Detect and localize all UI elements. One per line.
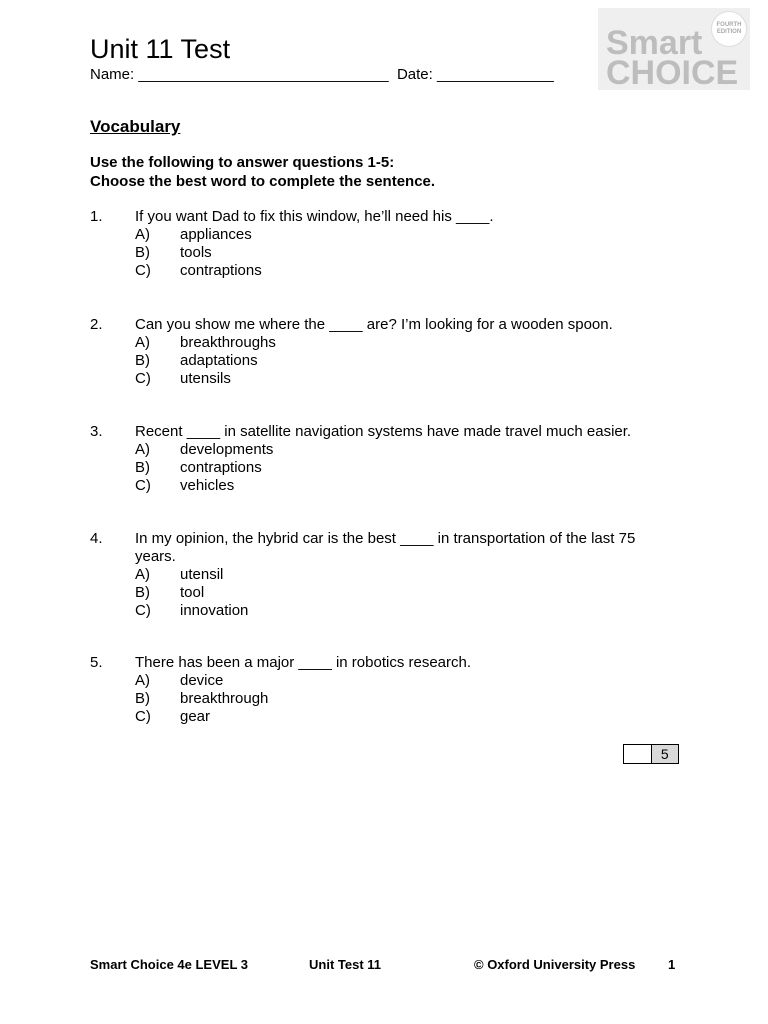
option-text: developments — [180, 441, 274, 458]
option-letter: B) — [135, 690, 150, 707]
answer-option — [135, 584, 650, 602]
option-text: utensils — [180, 370, 231, 387]
option-letter: C) — [135, 370, 151, 387]
question-number: 5. — [90, 654, 103, 671]
question-number: 1. — [90, 208, 103, 225]
option-text: gear — [180, 708, 211, 725]
option-letter: B) — [135, 244, 150, 261]
logo-word-choice: CHOICE — [606, 54, 739, 92]
answer-option — [135, 370, 650, 388]
option-letter: A) — [135, 334, 150, 351]
option-text: contraptions — [180, 262, 262, 279]
option-text: adaptations — [180, 352, 258, 369]
option-letter: B) — [135, 584, 150, 601]
option-letter: A) — [135, 226, 150, 243]
answer-option — [135, 672, 650, 690]
footer-unit: Unit Test 11 — [309, 957, 382, 972]
option-text: tools — [180, 244, 212, 261]
question-number: 2. — [90, 316, 103, 333]
option-letter: A) — [135, 441, 150, 458]
question-stem: In my opinion, the hybrid car is the best ____ in transportation of the last 75 years. — [135, 530, 636, 565]
question-3 — [90, 423, 650, 495]
answer-option — [135, 477, 650, 495]
option-text: breakthroughs — [180, 334, 276, 351]
option-text: utensil — [180, 566, 224, 583]
question-stem: There has been a major ____ in robotics research. — [135, 654, 472, 671]
question-4 — [90, 530, 650, 620]
question-stem: Can you show me where the ____ are? I’m looking for a wooden spoon. — [135, 316, 613, 333]
logo-word-smart: Smart — [606, 24, 703, 62]
answer-option — [135, 441, 650, 459]
option-letter: C) — [135, 477, 151, 494]
option-letter: C) — [135, 262, 151, 279]
score-blank — [624, 745, 652, 763]
footer-page-number: 1 — [668, 957, 676, 972]
score-total: 5 — [652, 745, 679, 763]
option-letter: A) — [135, 566, 150, 583]
answer-option — [135, 226, 650, 244]
answer-option — [135, 690, 650, 708]
answer-option — [135, 459, 650, 477]
smart-choice-logo — [598, 8, 750, 90]
question-number: 4. — [90, 530, 103, 547]
question-stem: Recent ____ in satellite navigation systems have made travel much easier. — [135, 423, 632, 440]
footer-copyright: © Oxford University Press — [474, 957, 636, 972]
option-text: tool — [180, 584, 205, 601]
answer-option — [135, 602, 650, 620]
answer-option — [135, 708, 650, 726]
answer-option — [135, 244, 650, 262]
option-text: vehicles — [180, 477, 235, 494]
answer-option — [135, 352, 650, 370]
edition-badge: FOURTH EDITION — [711, 11, 747, 47]
question-1 — [90, 208, 650, 280]
instruction-line-2: Choose the best word to complete the sentence. — [90, 173, 436, 190]
option-text: breakthrough — [180, 690, 269, 707]
score-box — [623, 744, 679, 764]
question-stem: If you want Dad to fix this window, he’ll need his ____. — [135, 208, 494, 225]
option-text: contraptions — [180, 459, 262, 476]
question-5 — [90, 654, 650, 726]
instruction-line-1: Use the following to answer questions 1-5: — [90, 154, 395, 171]
answer-option — [135, 262, 650, 280]
footer-level: Smart Choice 4e LEVEL 3 — [90, 957, 248, 972]
option-letter: A) — [135, 672, 150, 689]
option-text: device — [180, 672, 224, 689]
option-letter: B) — [135, 352, 150, 369]
option-letter: C) — [135, 602, 151, 619]
question-number: 3. — [90, 423, 103, 440]
option-letter: C) — [135, 708, 151, 725]
page-title: Unit 11 Test — [90, 34, 231, 64]
section-heading: Vocabulary — [90, 117, 181, 136]
option-letter: B) — [135, 459, 150, 476]
name-date-line: Name: ______________________________ Date: ______________ — [90, 66, 554, 83]
option-text: appliances — [180, 226, 252, 243]
question-2 — [90, 316, 650, 388]
answer-option — [135, 334, 650, 352]
answer-option — [135, 566, 650, 584]
option-text: innovation — [180, 602, 249, 619]
